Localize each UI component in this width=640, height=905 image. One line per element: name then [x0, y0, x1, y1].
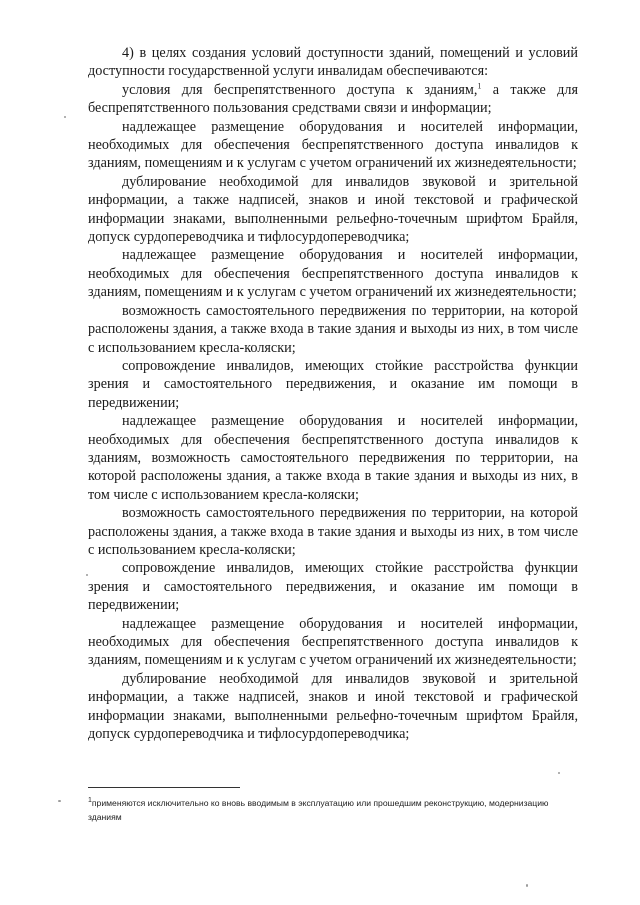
- paragraph-accessibility-intro: 4) в целях создания условий доступности зданий, помещений и условий доступности государственной услуги инвалидам обеспечиваются:: [88, 45, 578, 80]
- paragraph-independent-movement: возможность самостоятельного передвижения по территории, на которой расположены здания, а также входа в такие здания и выходы из них, в том числе с использованием кресла-коляски;: [88, 302, 578, 356]
- footnote-reference: 1: [477, 81, 482, 91]
- scan-speck: [558, 772, 560, 774]
- paragraph-equipment-and-movement: надлежащее размещение оборудования и носителей информации, необходимых для обеспечения беспрепятственного доступа инвалидов к зданиям, возможность самостоятельного передвижения по территории, на которой расположены здания, а также входа в такие здания и выходы из них, в том числе с использованием кресла-коляски;: [88, 413, 578, 503]
- paragraph-info-duplication: дублирование необходимой для инвалидов звуковой и зрительной информации, а также надписей, знаков и иной текстовой и графической информации знаками, выполненными рельефно-точечным шрифтом Брайля, допуск сурдопереводчика и тифлосурдопереводчика;: [88, 670, 578, 743]
- paragraph-independent-movement: возможность самостоятельного передвижения по территории, на которой расположены здания, а также входа в такие здания и выходы из них, в том числе с использованием кресла-коляски;: [88, 505, 578, 558]
- footnote-text: применяются исключительно ко вновь вводимым в эксплуатацию или прошедшим реконструкцию, модернизацию зданиям: [88, 798, 549, 822]
- paragraph-text: условия для беспрепятственного доступа к зданиям,: [122, 81, 478, 98]
- scan-speck: [64, 116, 66, 118]
- paragraph-equipment-placement: надлежащее размещение оборудования и носителей информации, необходимых для обеспечения беспрепятственного доступа инвалидов к зданиям, помещениям и к услугам с учетом ограничений их жизнедеятельности;: [88, 615, 578, 669]
- footnote-separator: [88, 787, 240, 788]
- footnote-mark: 1: [88, 797, 92, 805]
- paragraph-info-duplication: дублирование необходимой для инвалидов звуковой и зрительной информации, а также надписей, знаков и иной текстовой и графической информации знаками, выполненными рельефно-точечным шрифтом Брайля, допуск сурдопереводчика и тифлосурдопереводчика;: [88, 173, 578, 246]
- paragraph-equipment-placement: надлежащее размещение оборудования и носителей информации, необходимых для обеспечения беспрепятственного доступа инвалидов к зданиям, помещениям и к услугам с учетом ограничений их жизнедеятельности;: [88, 247, 578, 301]
- paragraph-escort-assistance: сопровождение инвалидов, имеющих стойкие расстройства функции зрения и самостоятельного передвижения, и оказание им помощи в передвижении;: [88, 560, 578, 614]
- document-body: [88, 44, 578, 743]
- scan-speck: [526, 884, 528, 887]
- paragraph-escort-assistance: сопровождение инвалидов, имеющих стойкие расстройства функции зрения и самостоятельного передвижения, и оказание им помощи в передвижении;: [88, 357, 578, 411]
- paragraph-text: а также для беспрепятственного пользования средствами связи и информации;: [88, 81, 578, 117]
- paragraph-equipment-placement: надлежащее размещение оборудования и носителей информации, необходимых для обеспечения беспрепятственного доступа инвалидов к зданиям, помещениям и к услугам с учетом ограничений их жизнедеятельности;: [88, 118, 578, 172]
- scan-speck: [58, 800, 61, 802]
- footnote: [88, 796, 580, 824]
- paragraph-building-access: [88, 81, 578, 118]
- scan-speck: [86, 574, 88, 576]
